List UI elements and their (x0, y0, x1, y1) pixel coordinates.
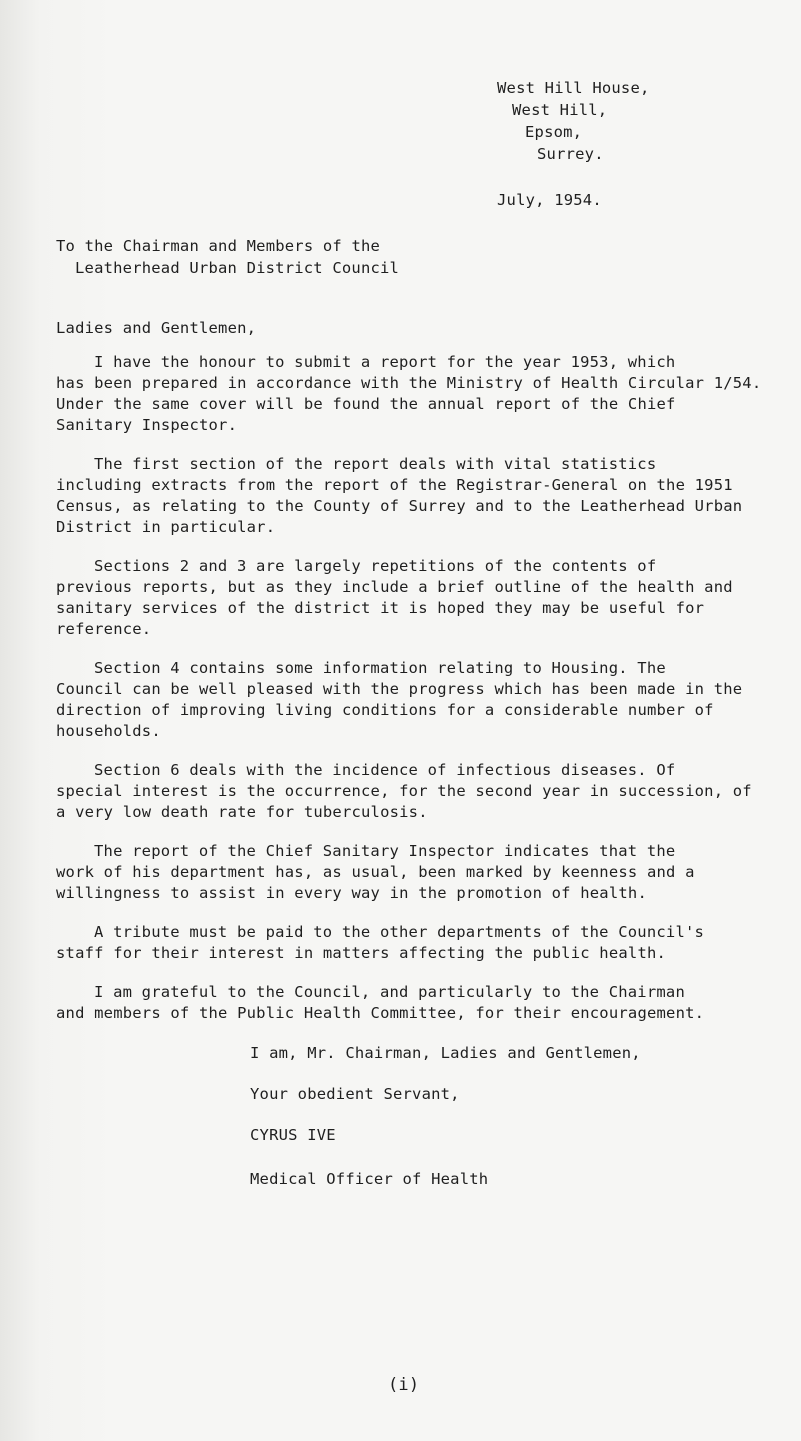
paragraph-3-line: reference. (56, 620, 152, 638)
letter-date: July, 1954. (497, 191, 602, 209)
paragraph-8-line: and members of the Public Health Committee, for their encouragement. (56, 1004, 705, 1022)
paragraph-3-line: Sections 2 and 3 are largely repetitions of the contents of (94, 557, 657, 575)
paragraph-2-line: Census, as relating to the County of Surrey and to the Leatherhead Urban (56, 497, 743, 515)
address-line-2: West Hill, (512, 101, 608, 119)
paragraph-2-line: District in particular. (56, 518, 276, 536)
paragraph-4-line: Council can be well pleased with the progress which has been made in the (56, 680, 743, 698)
paragraph-4-line: direction of improving living conditions for a considerable number of (56, 701, 714, 719)
signatory-name: CYRUS IVE (250, 1126, 336, 1144)
paragraph-6-line: work of his department has, as usual, been marked by keenness and a (56, 863, 695, 881)
paragraph-7-line: staff for their interest in matters affecting the public health. (56, 944, 667, 962)
paragraph-1-line: I have the honour to submit a report for the year 1953, which (94, 353, 676, 371)
signatory-title: Medical Officer of Health (250, 1170, 489, 1188)
paragraph-4-line: households. (56, 722, 161, 740)
paragraph-5-line: Section 6 deals with the incidence of infectious diseases. Of (94, 761, 676, 779)
closing-servant: Your obedient Servant, (250, 1085, 460, 1103)
paragraph-2-line: including extracts from the report of the Registrar-General on the 1951 (56, 476, 733, 494)
paragraph-5-line: special interest is the occurrence, for the second year in succession, of (56, 782, 752, 800)
address-line-1: West Hill House, (497, 79, 650, 97)
closing-line: I am, Mr. Chairman, Ladies and Gentlemen, (250, 1044, 641, 1062)
paragraph-1-line: has been prepared in accordance with the Ministry of Health Circular 1/54. (56, 374, 762, 392)
address-line-4: Surrey. (537, 145, 604, 163)
paragraph-5-line: a very low death rate for tuberculosis. (56, 803, 428, 821)
paragraph-7-line: A tribute must be paid to the other departments of the Council's (94, 923, 705, 941)
paragraph-2-line: The first section of the report deals with vital statistics (94, 455, 657, 473)
paragraph-1-line: Sanitary Inspector. (56, 416, 238, 434)
paragraph-4-line: Section 4 contains some information relating to Housing. The (94, 659, 666, 677)
address-line-3: Epsom, (525, 123, 583, 141)
paragraph-6-line: The report of the Chief Sanitary Inspector indicates that the (94, 842, 676, 860)
paragraph-8-line: I am grateful to the Council, and particularly to the Chairman (94, 983, 685, 1001)
paragraph-3-line: previous reports, but as they include a brief outline of the health and (56, 578, 733, 596)
paragraph-6-line: willingness to assist in every way in the promotion of health. (56, 884, 647, 902)
paragraph-3-line: sanitary services of the district it is hoped they may be useful for (56, 599, 705, 617)
salutation: Ladies and Gentlemen, (56, 319, 257, 337)
paragraph-1-line: Under the same cover will be found the annual report of the Chief (56, 395, 676, 413)
page-number: (i) (388, 1375, 420, 1395)
recipient-line-1: To the Chairman and Members of the (56, 237, 381, 255)
recipient-line-2: Leatherhead Urban District Council (75, 259, 400, 277)
